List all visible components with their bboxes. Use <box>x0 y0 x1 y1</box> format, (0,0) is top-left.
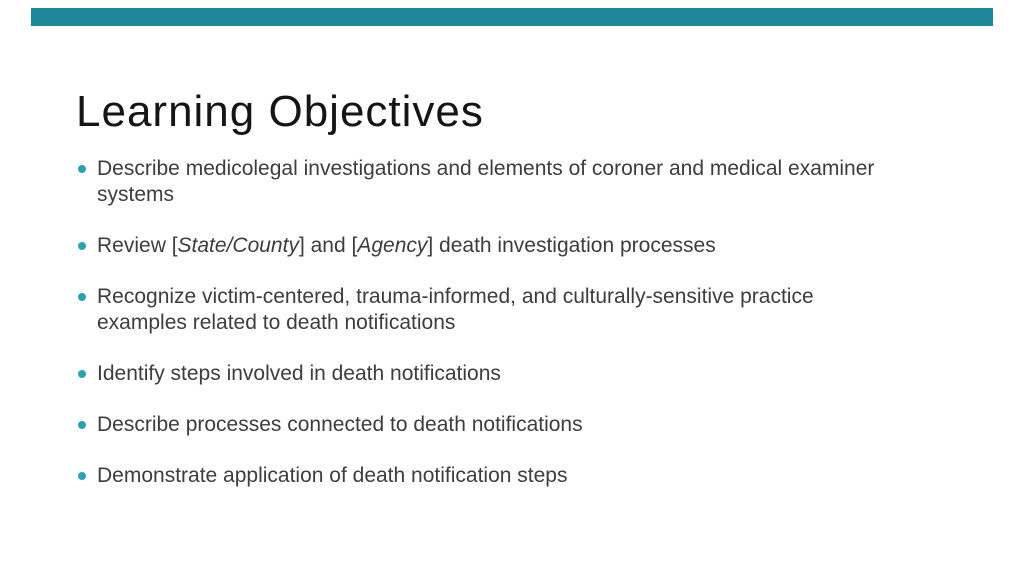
bullet-item <box>78 463 938 489</box>
bullet-text <box>97 233 716 259</box>
bullet-text-segment-italic: State/County <box>177 234 299 257</box>
bullet-text-segment: ] death investigation processes <box>427 234 716 257</box>
bullet-item <box>78 361 938 387</box>
bullet-dot-icon <box>78 421 86 429</box>
bullet-text: Describe processes connected to death notifications <box>97 413 583 436</box>
bullet-item <box>78 284 938 336</box>
bullet-text-segment-italic: Agency <box>357 234 428 257</box>
bullet-item <box>78 156 938 208</box>
bullet-dot-icon <box>78 293 86 301</box>
bullet-text-segment: ] and [ <box>298 234 358 257</box>
slide-title: Learning Objectives <box>76 87 484 137</box>
learning-objectives-list <box>78 156 938 514</box>
bullet-text: Recognize victim-centered, trauma-informed, and culturally-sensitive practice examples related to death notifications <box>97 285 814 334</box>
bullet-item <box>78 233 938 259</box>
bullet-item <box>78 412 938 438</box>
bullet-dot-icon <box>78 472 86 480</box>
bullet-dot-icon <box>78 165 86 173</box>
bullet-text: Describe medicolegal investigations and elements of coroner and medical examiner systems <box>97 157 875 206</box>
top-accent-bar <box>31 8 993 26</box>
bullet-dot-icon <box>78 242 86 250</box>
bullet-text: Demonstrate application of death notification steps <box>97 464 568 487</box>
bullet-dot-icon <box>78 370 86 378</box>
bullet-text-segment: Review [ <box>97 234 178 257</box>
bullet-text: Identify steps involved in death notifications <box>97 362 501 385</box>
